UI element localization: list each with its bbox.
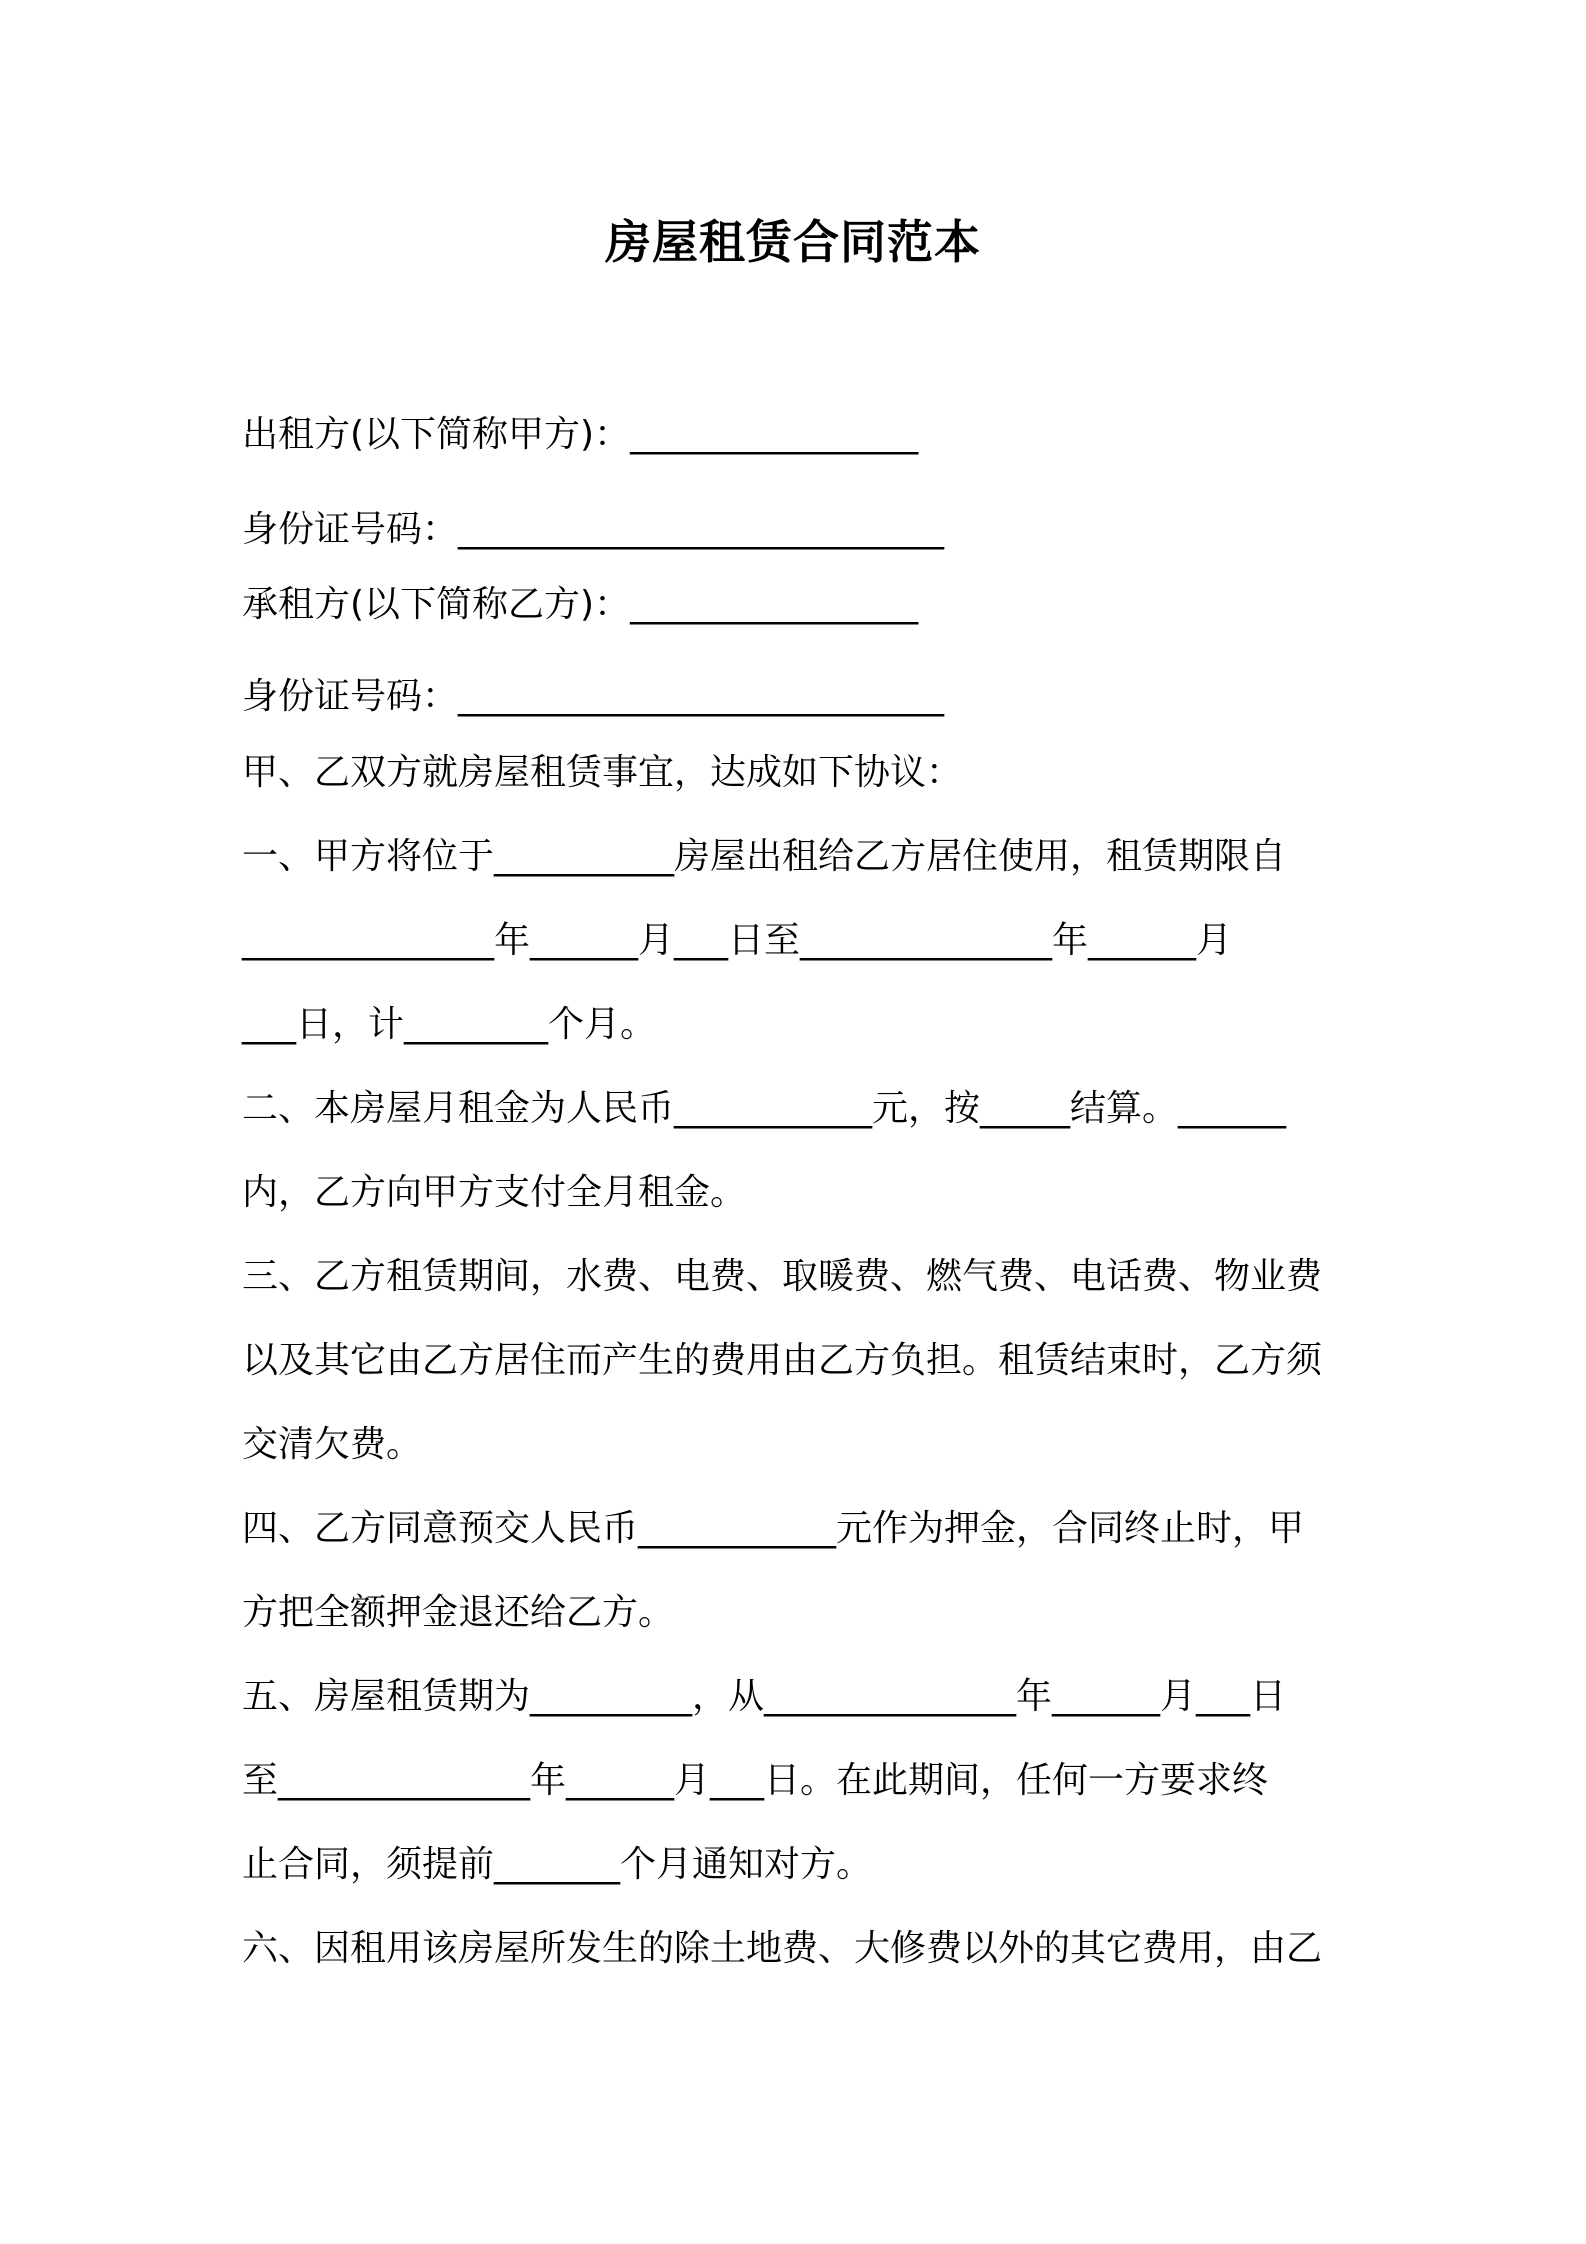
document-title: 房屋租赁合同范本 xyxy=(605,215,981,269)
clause-1-line-3: ___日，计________个月。 xyxy=(242,1004,657,1045)
clause-4-line-1: 四、乙方同意预交人民币___________元作为押金，合同终止时，甲 xyxy=(242,1508,1305,1549)
agreement-intro: 甲、乙双方就房屋租赁事宜，达成如下协议： xyxy=(242,752,963,793)
landlord-line: 出租方(以下简称甲方)：________________ xyxy=(242,414,919,455)
clause-2-line-2: 内，乙方向甲方支付全月租金。 xyxy=(242,1172,747,1213)
clause-2-line-1: 二、本房屋月租金为人民币___________元，按_____结算。______ xyxy=(242,1088,1287,1129)
clause-1-line-2: ______________年______月___日至______________年______月 xyxy=(242,920,1232,961)
clause-5-line-2: 至______________年______月___日。在此期间，任何一方要求终 xyxy=(242,1760,1269,1801)
clause-6-line-1: 六、因租用该房屋所发生的除土地费、大修费以外的其它费用，由乙 xyxy=(242,1928,1323,1969)
clause-3-line-2: 以及其它由乙方居住而产生的费用由乙方负担。租赁结束时，乙方须 xyxy=(242,1340,1323,1381)
landlord-id-line: 身份证号码：___________________________ xyxy=(242,509,945,550)
tenant-id-line: 身份证号码：___________________________ xyxy=(242,676,945,717)
clause-1-line-1: 一、甲方将位于__________房屋出租给乙方居住使用，租赁期限自 xyxy=(242,836,1287,877)
clause-4-line-2: 方把全额押金退还给乙方。 xyxy=(242,1592,675,1633)
clause-5-line-1: 五、房屋租赁期为_________，从______________年______月___日 xyxy=(242,1676,1287,1717)
clause-3-line-1: 三、乙方租赁期间，水费、电费、取暖费、燃气费、电话费、物业费 xyxy=(242,1256,1323,1297)
clause-5-line-3: 止合同，须提前_______个月通知对方。 xyxy=(242,1844,873,1885)
clause-3-line-3: 交清欠费。 xyxy=(242,1424,423,1465)
tenant-line: 承租方(以下简称乙方)：________________ xyxy=(242,584,919,625)
